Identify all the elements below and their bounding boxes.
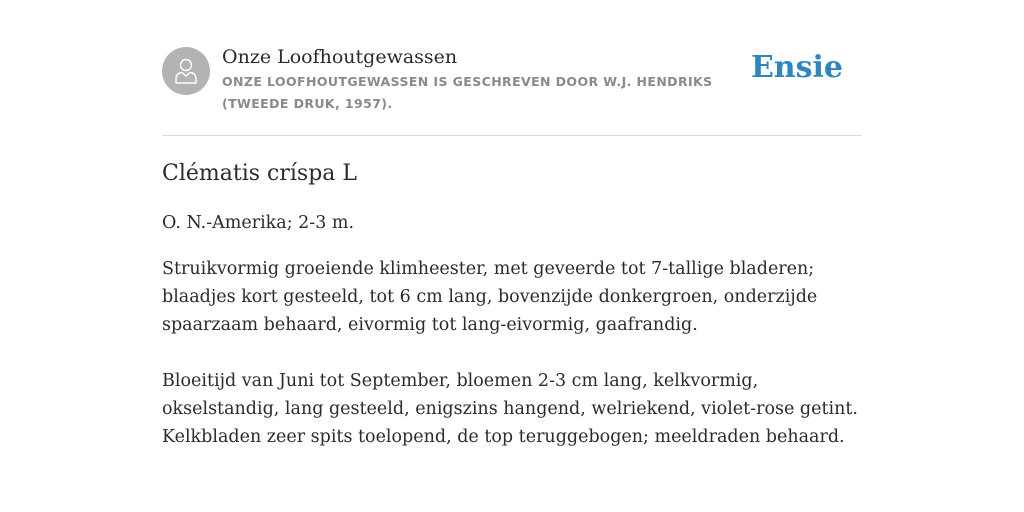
entry-paragraph: Struikvormig groeiende klimheester, met geveerde tot 7-tallige bladeren; blaadjes kort gesteeld, tot 6 cm lang, bovenzijde donkergroen, onderzijde spaarzaam behaard, eivormig tot lang-eivormig, gaafrandig.	[162, 259, 818, 335]
source-header	[162, 40, 862, 136]
entry-content	[162, 157, 867, 451]
avatar[interactable]	[162, 47, 210, 95]
entry-paragraph: Bloeitijd van Juni tot September, bloemen 2-3 cm lang, kelkvormig, okselstandig, lang gesteeld, enigszins hangend, welriekend, violet-rose getint. Kelkbladen zeer spits toelopend, de top teruggebogen; meeldraden behaard.	[162, 371, 858, 447]
user-icon	[174, 57, 198, 85]
entry-subtitle: O. N.-Amerika; 2-3 m.	[162, 213, 355, 233]
entry-title: Clématis críspa L	[162, 161, 357, 186]
ensie-logo[interactable]: Ensie	[750, 50, 843, 85]
source-title[interactable]: Onze Loofhoutgewassen	[222, 46, 458, 68]
source-description: ONZE LOOFHOUTGEWASSEN IS GESCHREVEN DOOR W.J. HENDRIKS (TWEEDE DRUK, 1957).	[222, 74, 713, 111]
